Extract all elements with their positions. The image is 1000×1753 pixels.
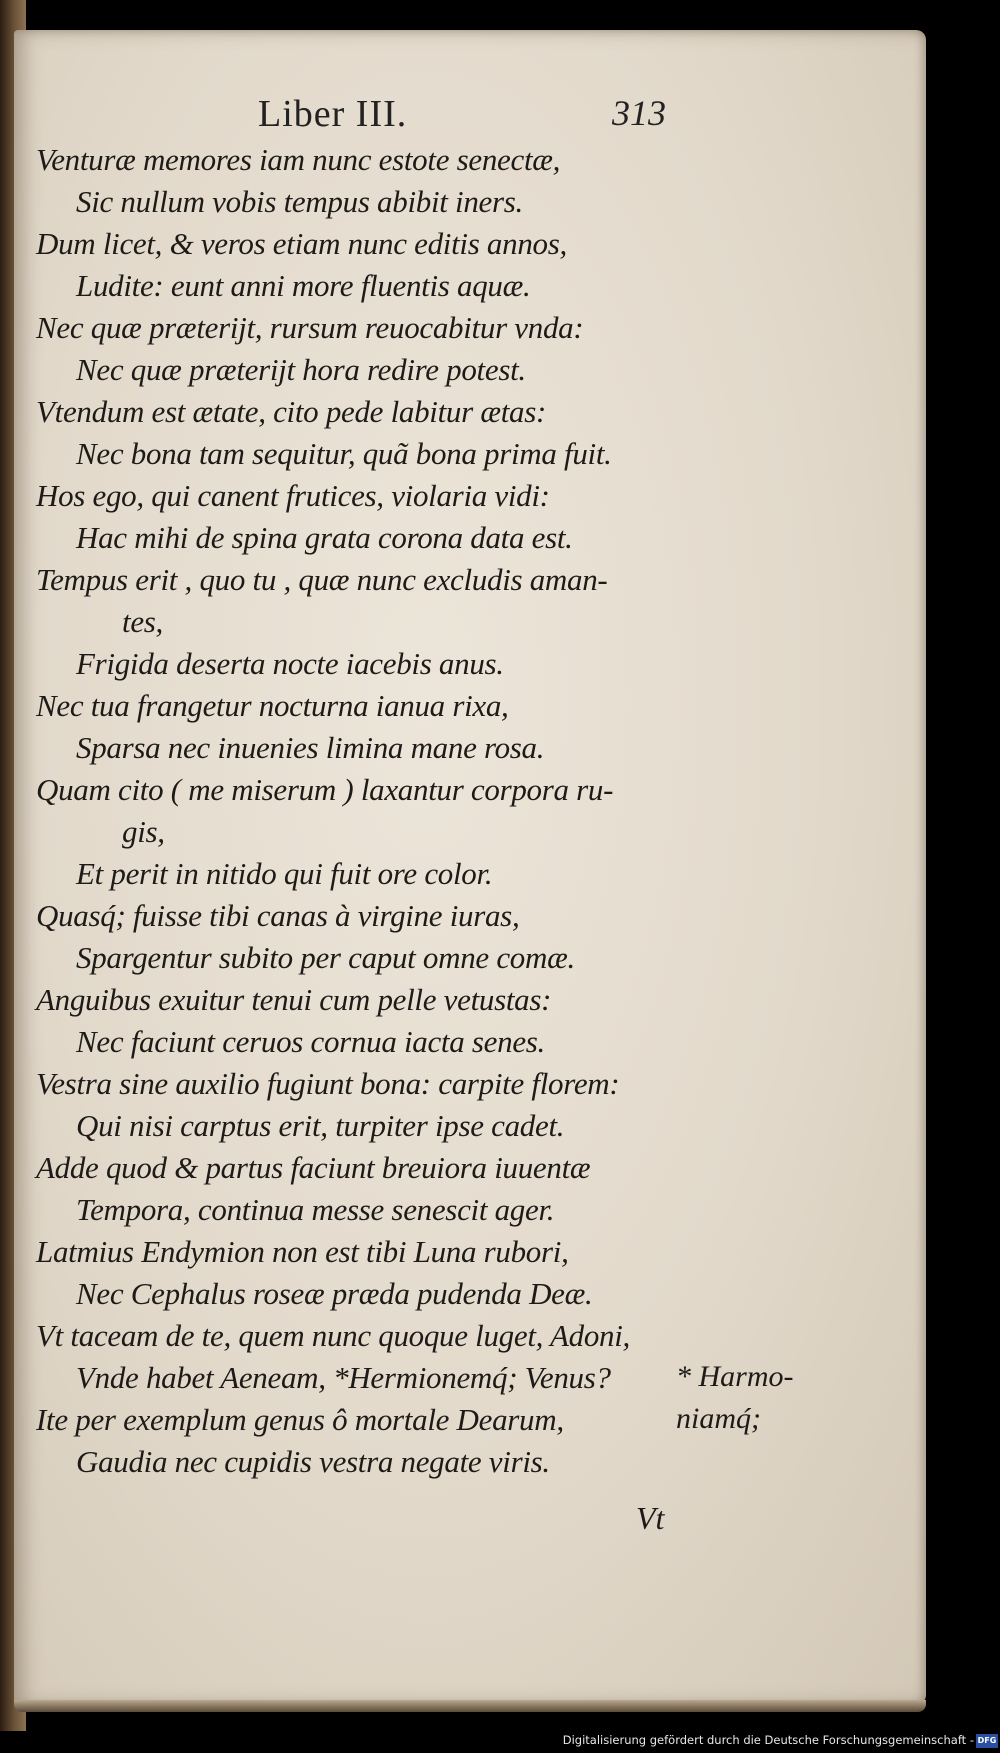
running-head: Liber III.: [258, 93, 408, 135]
verse-line: Frigida deserta nocte iacebis anus.: [76, 646, 504, 681]
page-edge: [14, 1700, 926, 1712]
digitization-footer: [0, 1731, 1000, 1753]
verse-line: Vtendum est ætate, cito pede labitur ætas:: [36, 394, 547, 429]
dfg-logo: DFG: [976, 1734, 998, 1748]
verse-line: Nec quæ præterijt hora redire potest.: [76, 352, 526, 387]
verse-line: Ite per exemplum genus ô mortale Dearum,: [36, 1402, 564, 1437]
verse-line: Nec Cephalus roseæ præda pudenda Deæ.: [76, 1276, 593, 1311]
verse-line: Tempora, continua messe senescit ager.: [76, 1192, 555, 1227]
verse-line: Hac mihi de spina grata corona data est.: [76, 520, 573, 555]
verse-line: Hos ego, qui canent frutices, violaria vidi:: [36, 478, 550, 513]
verse-line: Vestra sine auxilio fugiunt bona: carpite florem:: [36, 1066, 620, 1101]
marginal-note: * Harmo-: [676, 1360, 794, 1393]
verse-line: Vt taceam de te, quem nunc quoque luget, Adoni,: [36, 1318, 630, 1353]
footer-credit: Digitalisierung gefördert durch die Deutsche Forschungsgemeinschaft -: [562, 1733, 974, 1747]
verse-line: Quam cito ( me miserum ) laxantur corpora ru-: [36, 772, 614, 807]
verse-line: Et perit in nitido qui fuit ore color.: [76, 856, 493, 891]
verse-line: Quasq́; fuisse tibi canas à virgine iuras,: [36, 898, 520, 933]
catchword: Vt: [636, 1500, 665, 1536]
verse-line: Qui nisi carptus erit, turpiter ipse cadet.: [76, 1108, 565, 1143]
verse-line: Gaudia nec cupidis vestra negate viris.: [76, 1444, 550, 1479]
verse-line-continuation: tes,: [122, 604, 163, 639]
verse-line: Nec tua frangetur nocturna ianua rixa,: [36, 688, 509, 723]
verse-line: Nec bona tam sequitur, quã bona prima fuit.: [76, 436, 612, 471]
verse-line-continuation: gis,: [122, 814, 165, 849]
verse-line: Sparsa nec inuenies limina mane rosa.: [76, 730, 545, 765]
verse-line: Spargentur subito per caput omne comæ.: [76, 940, 575, 975]
verse-line: Vnde habet Aeneam, *Hermionemq́; Venus?: [76, 1360, 611, 1395]
page-number: 313: [612, 93, 666, 133]
verse-line: Adde quod & partus faciunt breuiora iuuentæ: [36, 1150, 591, 1185]
verse-line: Latmius Endymion non est tibi Luna rubori,: [36, 1234, 569, 1269]
verse-line: Nec faciunt ceruos cornua iacta senes.: [76, 1024, 545, 1059]
verse-line: Venturæ memores iam nunc estote senectæ,: [36, 142, 561, 177]
verse-line: Nec quæ præterijt, rursum reuocabitur vnda:: [36, 310, 584, 345]
marginal-note: niamq́;: [676, 1402, 761, 1435]
verse-line: Tempus erit , quo tu , quæ nunc excludis aman-: [36, 562, 608, 597]
verse-line: Dum licet, & veros etiam nunc editis annos,: [36, 226, 567, 261]
verse-line: Anguibus exuitur tenui cum pelle vetustas:: [36, 982, 552, 1017]
verse-line: Ludite: eunt anni more fluentis aquæ.: [76, 268, 531, 303]
verse-line: Sic nullum vobis tempus abibit iners.: [76, 184, 523, 219]
